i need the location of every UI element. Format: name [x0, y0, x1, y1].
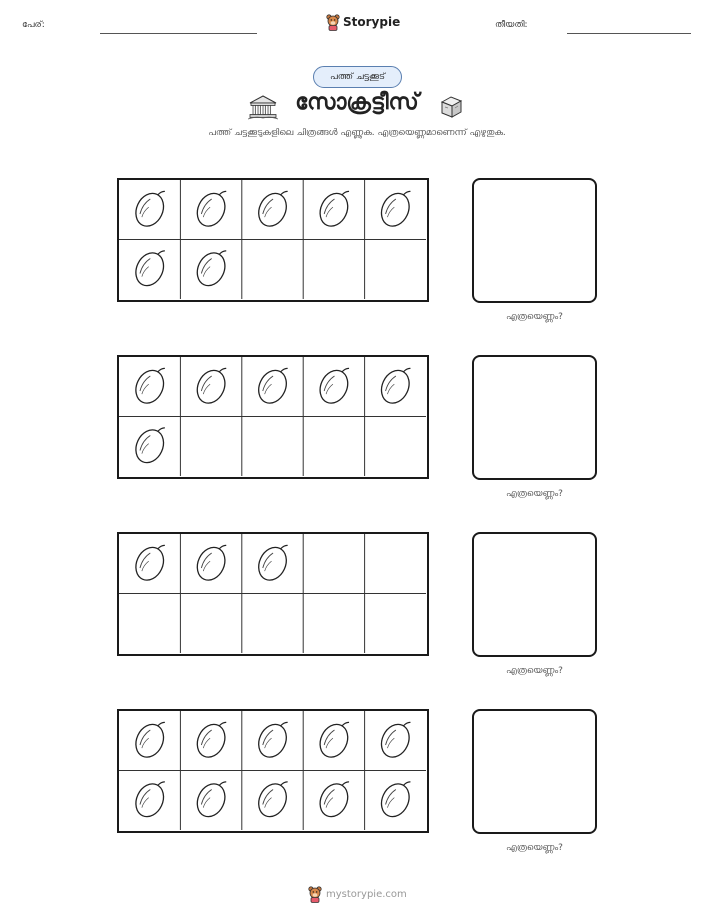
olive-icon: [376, 774, 416, 821]
footer-url: mystorypie.com: [326, 888, 407, 900]
olive-icon: [131, 537, 171, 584]
olive-icon: [131, 183, 171, 230]
ten-frame-4: [117, 709, 429, 833]
olive-icon: [254, 774, 294, 821]
worksheet-title: സോക്രട്ടീസ്: [295, 90, 419, 115]
olive-icon: [192, 360, 232, 407]
name-line[interactable]: [100, 33, 257, 34]
olive-icon: [315, 714, 355, 761]
date-line[interactable]: [567, 33, 691, 34]
date-label: തീയതി:: [495, 20, 528, 30]
answer-box-3[interactable]: [472, 532, 597, 657]
olive-icon: [192, 537, 232, 584]
topic-tag: പത്ത് ചട്ടക്കൂട്: [313, 66, 402, 88]
how-many-label-2: എത്രയെണ്ണം?: [506, 489, 563, 499]
answer-box-1[interactable]: [472, 178, 597, 303]
instructions: പത്ത് ചട്ടക്കൂടുകളിലെ ചിത്രങ്ങൾ എണ്ണുക. എത്രയെണ്ണമാണെന്ന് എഴുതുക.: [208, 128, 506, 138]
olive-icon: [254, 360, 294, 407]
olive-icon: [131, 360, 171, 407]
ten-frame-1: [117, 178, 429, 302]
answer-box-4[interactable]: [472, 709, 597, 834]
olive-icon: [315, 774, 355, 821]
olive-icon: [131, 774, 171, 821]
olive-icon: [376, 360, 416, 407]
olive-icon: [192, 243, 232, 290]
olive-icon: [254, 537, 294, 584]
answer-box-2[interactable]: [472, 355, 597, 480]
stone-block-icon: [438, 95, 464, 119]
olive-icon: [192, 714, 232, 761]
bear-icon: [308, 885, 322, 903]
olive-icon: [254, 714, 294, 761]
olive-icon: [315, 183, 355, 230]
olive-icon: [131, 714, 171, 761]
olive-icon: [192, 774, 232, 821]
olive-icon: [131, 243, 171, 290]
olive-icon: [315, 360, 355, 407]
olive-icon: [192, 183, 232, 230]
bear-icon: [326, 13, 340, 31]
olive-icon: [254, 183, 294, 230]
ten-frame-2: [117, 355, 429, 479]
how-many-label-4: എത്രയെണ്ണം?: [506, 843, 563, 853]
brand-logo: [326, 12, 400, 32]
how-many-label-3: എത്രയെണ്ണം?: [506, 666, 563, 676]
brand-name: Storypie: [343, 15, 401, 29]
ten-frame-3: [117, 532, 429, 656]
olive-icon: [131, 420, 171, 467]
olive-icon: [376, 714, 416, 761]
olive-icon: [376, 183, 416, 230]
how-many-label-1: എത്രയെണ്ണം?: [506, 312, 563, 322]
name-label: പേര്:: [22, 20, 45, 30]
footer: [308, 884, 407, 904]
